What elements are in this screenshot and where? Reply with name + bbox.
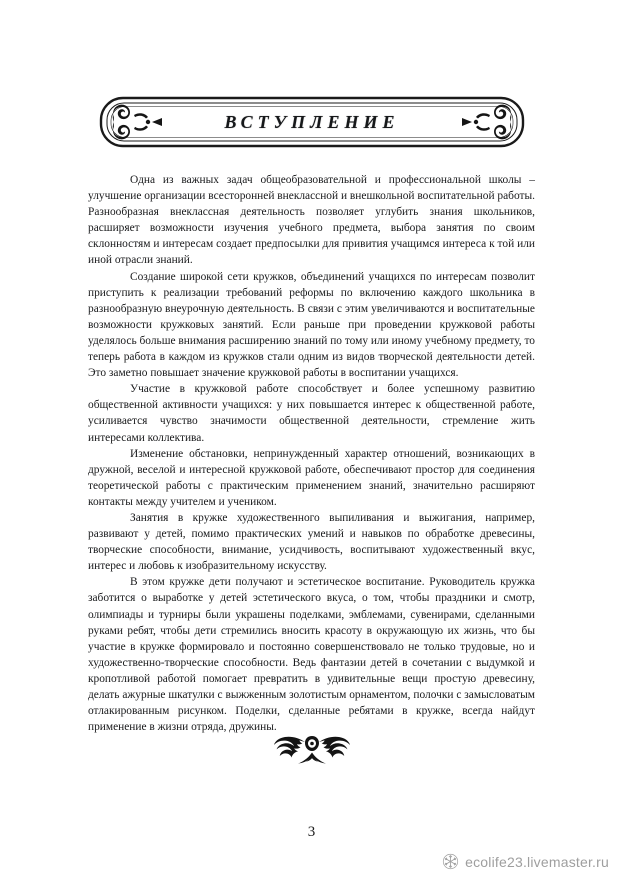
watermark-text: ecolife23.livemaster.ru (465, 853, 609, 870)
body-text (88, 172, 535, 735)
decorative-flourish-ornament (246, 728, 378, 770)
page-number: 3 (307, 824, 316, 840)
paragraph: Участие в кружковой работе способствует и более успешному развитию общественной активности учащихся: у них повышается интерес к общественной работе, усиливается чувство значимости общественной деятельности, стремление жить интересами коллектива. (88, 383, 535, 444)
watermark (442, 853, 609, 870)
paragraph: Одна из важных задач общеобразовательной и профессиональной школы – улучшение организации всесторонней внеклассной и внешкольной воспитательной работы. Разнообразная внеклассная деятельность позволяет углубить знания школьников, расширяет возможности изучения учебного предмета, выбора занятия по своим склонностям и интересам создает предпосылки для привития учащимся интереса к той или иной отрасли знаний. (88, 174, 535, 267)
paragraph: Создание широкой сети кружков, объединений учащихся по интересам позволит приступить к реализации требований реформы по включению каждого школьника в разнообразную внеурочную деятельность. В связи с этим увеличиваются и воспитательные возможности кружковых занятий. Если раньше при проведении кружковой работы уделялось больше внимания расширению знаний по тому или иному учебному предмету, то теперь работа в каждом из кружков стали одним из видов творческой деятельности детей. Это заметно повышает значение кружковой работы в воспитании учащихся. (88, 270, 535, 380)
paragraph: Занятия в кружке художественного выпиливания и выжигания, например, развивают у детей, помимо практических умений и навыков по обработке древесины, творческие способности, внимание, усидчивость, воспитывают художественный вкус, интерес и любовь к изобразительному искусству. (88, 511, 535, 573)
paragraph: Изменение обстановки, непринужденный характер отношений, возникающих в дружной, веселой и интересной кружковой работе, обеспечивают простор для соединения теоретической работы с практическим применением знаний, значительно расширяют контакты между учителем и учеником. (88, 447, 535, 508)
page-title: ВСТУПЛЕНИЕ (224, 111, 400, 132)
header-ornament (96, 92, 528, 152)
paragraph: В этом кружке дети получают и эстетическое воспитание. Руководитель кружка заботится о выработке у детей эстетического вкуса, о том, чтобы праздники и смотр, олимпиады и турниры были украшены поделками, эмблемами, сувенирами, сделанными руками ребят, чтобы дети стремились вносить красоту в окружающую их жизнь, что бы участие в кружке формировало и постоянно совершенствовало не только трудовые, но и художественно-творческие способности. Ведь фантазии детей в сочетании с выдумкой и кропотливой работой помогает превратить в удивительные вещи простую древесину, делать ажурные шкатулки с выжженным золотистым орнаментом, полочки с замысловатым отлакированным рисунком. Поделки, сделанные ребятами в кружке, всегда найдут применение в жизни отряда, дружины. (88, 576, 535, 734)
snowflake-icon (442, 853, 459, 870)
